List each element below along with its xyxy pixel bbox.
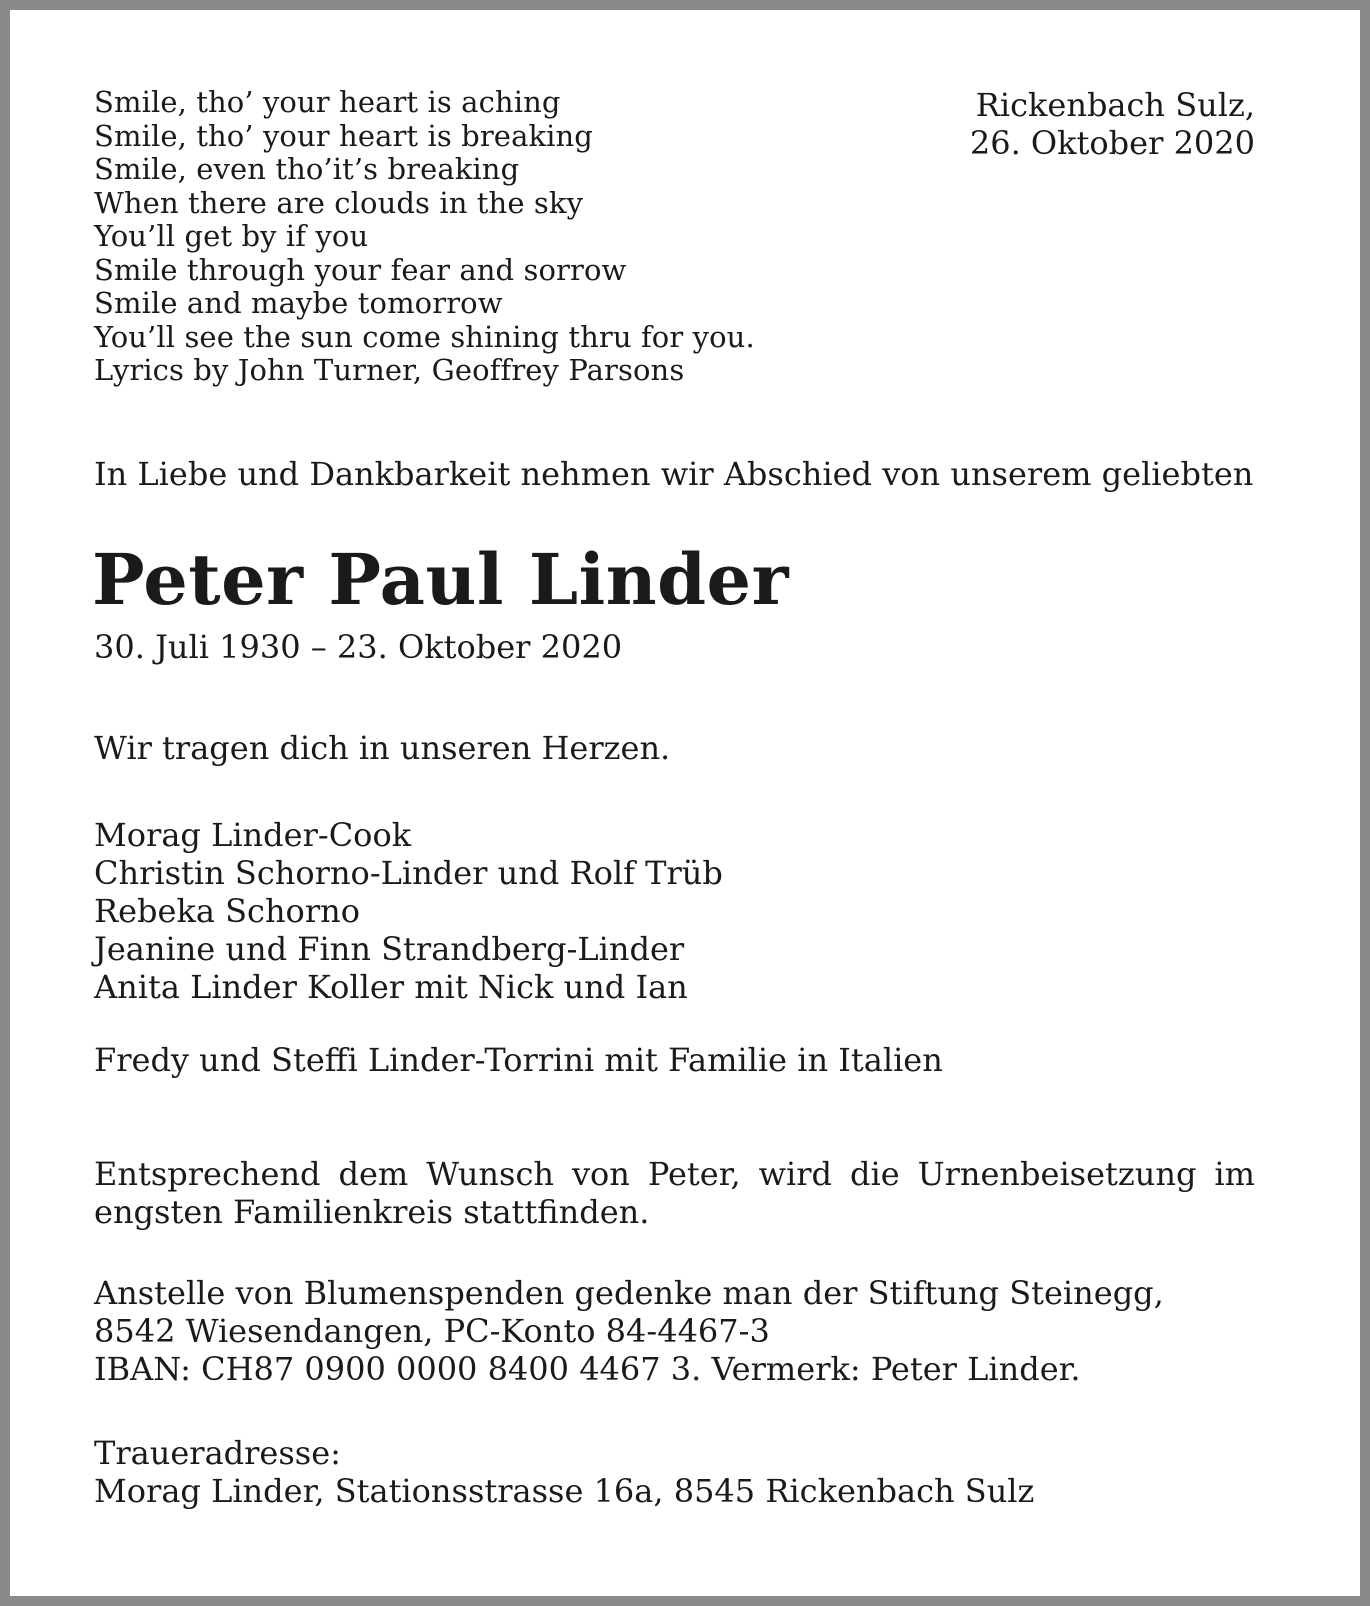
donation-info (94, 1274, 1164, 1388)
funeral-wish: Entsprechend dem Wunsch von Peter, wird die Urnenbeisetzung im engsten Familienkreis stattfinden. (94, 1155, 1255, 1231)
poem-line: You’ll get by if you (94, 219, 369, 253)
lifespan-dates: 30. Juli 1930 – 23. Oktober 2020 (94, 628, 623, 666)
poem-line: You’ll see the sun come shining thru for you. (94, 319, 755, 354)
poem-line: Smile and maybe tomorrow (94, 286, 503, 320)
place-and-date (970, 86, 1255, 162)
address-label: Traueradresse: (94, 1434, 341, 1472)
deceased-name: Peter Paul Linder (92, 538, 789, 621)
mourner-entry: Anita Linder Koller mit Nick und Ian (94, 968, 688, 1006)
mourner-entry: Christin Schorno-Linder und Rolf Trüb (94, 854, 723, 892)
extended-family: Fredy und Steffi Linder-Torrini mit Familie in Italien (94, 1041, 943, 1079)
donation-line: IBAN: CH87 0900 0000 8400 4467 3. Vermerk: Peter Linder. (94, 1350, 1081, 1388)
poem-line: Smile, tho’ your heart is breaking (94, 118, 593, 153)
mourners-list (94, 816, 723, 1006)
obituary-page (10, 10, 1360, 1596)
poem-credit: Lyrics by John Turner, Geoffrey Parsons (94, 353, 685, 387)
poem-lyrics (94, 86, 755, 388)
poem-line: When there are clouds in the sky (94, 185, 584, 220)
poem-line: Smile, tho’ your heart is aching (94, 85, 561, 119)
donation-line: 8542 Wiesendangen, PC-Konto 84-4467-3 (94, 1312, 770, 1350)
donation-line: Anstelle von Blumenspenden gedenke man der Stiftung Steinegg, (94, 1274, 1164, 1312)
poem-line: Smile, even tho’it’s breaking (94, 152, 520, 186)
mourner-entry: Morag Linder-Cook (94, 816, 412, 854)
place: Rickenbach Sulz, (975, 86, 1255, 124)
address-value: Morag Linder, Stationsstrasse 16a, 8545 Rickenbach Sulz (94, 1472, 1035, 1510)
mourner-entry: Rebeka Schorno (94, 892, 360, 930)
poem-line: Smile through your fear and sorrow (94, 252, 627, 287)
mourner-entry: Jeanine und Finn Strandberg-Linder (94, 930, 685, 968)
tagline: Wir tragen dich in unseren Herzen. (94, 729, 671, 767)
mourning-address (94, 1434, 1034, 1510)
intro-text: In Liebe und Dankbarkeit nehmen wir Abschied von unserem geliebten (94, 455, 1254, 493)
date: 26. Oktober 2020 (969, 124, 1255, 162)
